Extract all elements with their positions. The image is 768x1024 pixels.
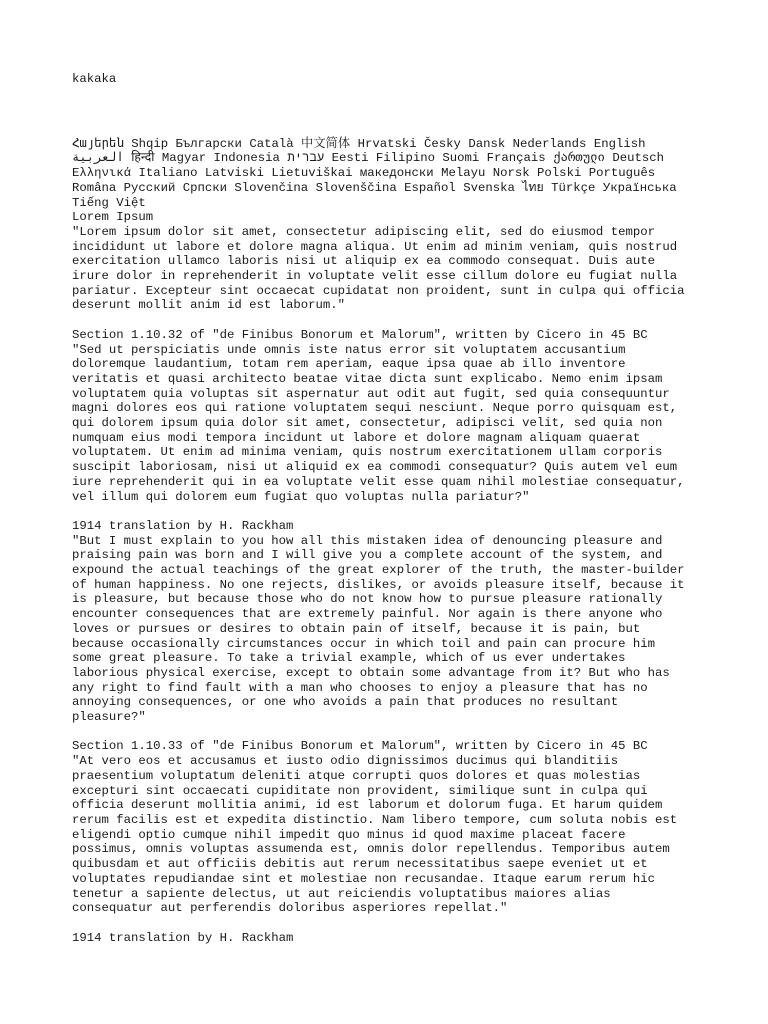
language-link[interactable]: Polski [537,166,582,181]
text-line: tenetur a sapiente delectus, ut aut reiciendis voluptatibus maiores alias [72,886,611,901]
language-link[interactable]: Español [404,180,456,195]
language-link[interactable]: Melayu [441,166,486,181]
language-link[interactable]: ქართული [553,151,605,166]
section-title: 1914 translation by H. Rackham [72,930,294,945]
section-1-10-32 [72,328,712,504]
section-body [72,343,712,505]
text-line: pleasure?" [72,710,146,725]
text-line: exercitation ullamco laboris nisi ut aliquip ex ea commodo consequat. Duis aute [72,254,655,269]
text-line: voluptates repudiandae sint et molestiae non recusandae. Itaque earum rerum hic [72,871,655,886]
section-title: 1914 translation by H. Rackham [72,518,294,533]
text-line: consequatur aut perferendis doloribus asperiores repellat." [72,901,508,916]
language-link[interactable]: Русский [123,180,176,195]
language-link[interactable]: Српски [182,180,227,195]
text-line: numquam eius modi tempora incidunt ut labore et dolore magnam aliquam quaerat [72,430,641,445]
language-link[interactable]: Tiếng Việt [72,195,146,210]
text-line: deserunt mollit anim id est laborum." [72,298,346,313]
text-line: some great pleasure. To take a trivial example, which of us ever undertakes [72,651,626,666]
text-line: expound the actual teachings of the great explorer of the truth, the master-builder [72,563,685,578]
text-line: rerum facilis est et expedita distinctio. Nam libero tempore, cum soluta nobis est [72,813,678,827]
section-title: Lorem Ipsum [72,210,154,225]
language-link[interactable]: Latviski [204,166,264,181]
text-line: officia deserunt mollitia animi, id est laborum et dolorum fuga. Et harum quidem [72,798,663,813]
text-line: pariatur. Excepteur sint occaecat cupidatat non proident, sunt in culpa qui officia [72,283,685,298]
text-line: "Sed ut perspiciatis unde omnis iste natus error sit voluptatem accusantium [72,342,626,357]
document-page [72,72,712,960]
section-lorem-ipsum [72,210,712,313]
text-line: suscipit laboriosam, nisi ut aliquid ex ea commodi consequatur? Quis autem vel eum [72,460,678,475]
language-link[interactable]: Slovenčina [234,180,309,195]
language-link[interactable]: Nederlands [512,136,587,151]
text-line: veritatis et quasi architecto beatae vitae dicta sunt explicabo. Nemo enim ipsam [72,371,663,386]
text-line: encounter consequences that are extremely painful. Nor again is there anyone who [72,607,663,622]
text-line: qui dolorem ipsum quia dolor sit amet, consectetur, adipisci velit, sed quia non [72,416,663,431]
language-link[interactable]: 中文简体 [301,136,351,151]
section-title: Section 1.10.33 of "de Finibus Bonorum et Malorum", written by Cicero in 45 BC [72,739,648,754]
language-link[interactable]: Shqip [131,136,169,151]
text-line: iure reprehenderit qui in ea voluptate velit esse quam nihil molestiae consequatur, [72,474,685,489]
text-line: incididunt ut labore et dolore magna aliqua. Ut enim ad minim veniam, quis nostrud [72,239,678,254]
language-link[interactable]: Português [588,166,656,181]
language-link[interactable]: Česky [424,136,461,151]
text-line: doloremque laudantium, totam rem aperiam, eaque ipsa quae ab illo inventore [72,357,626,372]
text-line: annoying consequences, or one who avoids a pain that produces no resultant [72,695,619,710]
language-link[interactable]: Suomi [442,151,480,166]
language-link[interactable]: Norsk [492,166,530,181]
text-line: any right to find fault with a man who chooses to enjoy a pleasure that has no [72,680,648,695]
language-link[interactable]: Eesti [331,151,369,166]
text-line: "But I must explain to you how all this mistaken idea of denouncing pleasure and [72,533,663,548]
text-line: vel illum qui dolorem eum fugiat quo voluptas nulla pariatur?" [72,489,530,504]
language-link[interactable]: العربية [72,151,124,166]
text-line: "At vero eos et accusamus et iusto odio dignissimos ducimus qui blanditiis [72,754,619,769]
language-link[interactable]: Українська [602,180,677,195]
language-link[interactable]: Indonesia [213,151,280,166]
language-link[interactable]: Hrvatski [357,136,417,151]
text-line: of human happiness. No one rejects, dislikes, or avoids pleasure itself, because it [72,577,685,592]
text-line: excepturi sint occaecati cupiditate non provident, similique sunt in culpa qui [72,783,648,798]
language-link[interactable]: Lietuviškai [271,166,353,181]
text-line: voluptatem. Ut enim ad minima veniam, quis nostrum exercitationem ullam corporis [72,445,663,460]
language-link[interactable]: Dansk [468,136,506,151]
text-line: quibusdam et aut officiis debitis aut rerum necessitatibus saepe eveniet ut et [72,857,648,872]
text-line: magni dolores eos qui ratione voluptatem sequi nesciunt. Neque porro quisquam est, [72,401,678,416]
text-line: eligendi optio cumque nihil impedit quo minus id quod maxime placeat facere [72,827,626,842]
text-line: praising pain was born and I will give you a complete account of the system, and [72,548,663,563]
text-line: laborious physical exercise, except to obtain some advantage from it? But who has [72,665,670,680]
text-line: voluptatem quia voluptas sit aspernatur aut odit aut fugit, sed quia consequuntur [72,386,670,401]
language-link[interactable]: Ελληνικά [72,166,132,181]
section-body [72,534,712,725]
text-line: because occasionally circumstances occur in which toil and pain can procure him [72,636,655,651]
text-line: possimus, omnis voluptas assumenda est, omnis dolor repellendus. Temporibus autem [72,842,670,857]
document-title: kakaka [72,72,117,86]
language-link[interactable]: Français [486,151,546,166]
section-1-10-33 [72,739,712,915]
language-link[interactable]: Magyar [161,151,207,166]
language-link[interactable]: עברית [287,151,325,166]
language-link[interactable]: Türkçe [551,180,596,195]
language-link[interactable]: ไทย [522,180,544,195]
section-rackham-translation-1 [72,519,712,725]
text-line: praesentium voluptatum deleniti atque corrupti quos dolores et quas molestias [72,768,641,783]
language-link[interactable]: Româna [72,180,117,195]
language-link[interactable]: Svenska [463,180,515,195]
text-line: loves or pursues or desires to obtain pain of itself, because it is pain, but [72,621,641,636]
section-title: Section 1.10.32 of "de Finibus Bonorum et Malorum", written by Cicero in 45 BC [72,327,648,342]
text-line: is pleasure, but because those who do not know how to pursue pleasure rationally [72,592,663,607]
section-body [72,225,712,313]
language-link[interactable]: हिन्दी [131,151,155,166]
language-link[interactable]: Slovenščina [315,180,397,195]
language-link[interactable]: македонски [359,166,434,181]
language-link[interactable]: Deutsch [612,151,664,166]
section-rackham-translation-2 [72,931,712,946]
language-link[interactable]: Filipino [375,151,435,166]
language-link[interactable]: Հայերեն [72,136,124,151]
language-list [72,137,702,211]
language-link[interactable]: Català [249,136,294,151]
language-link[interactable]: Български [175,136,242,151]
language-link[interactable]: Italiano [138,166,198,181]
text-line: irure dolor in reprehenderit in voluptate velit esse cillum dolore eu fugiat nulla [72,269,678,284]
language-link[interactable]: English [593,136,646,151]
section-body [72,754,712,916]
text-line: "Lorem ipsum dolor sit amet, consectetur adipiscing elit, sed do eiusmod tempor [72,224,655,239]
